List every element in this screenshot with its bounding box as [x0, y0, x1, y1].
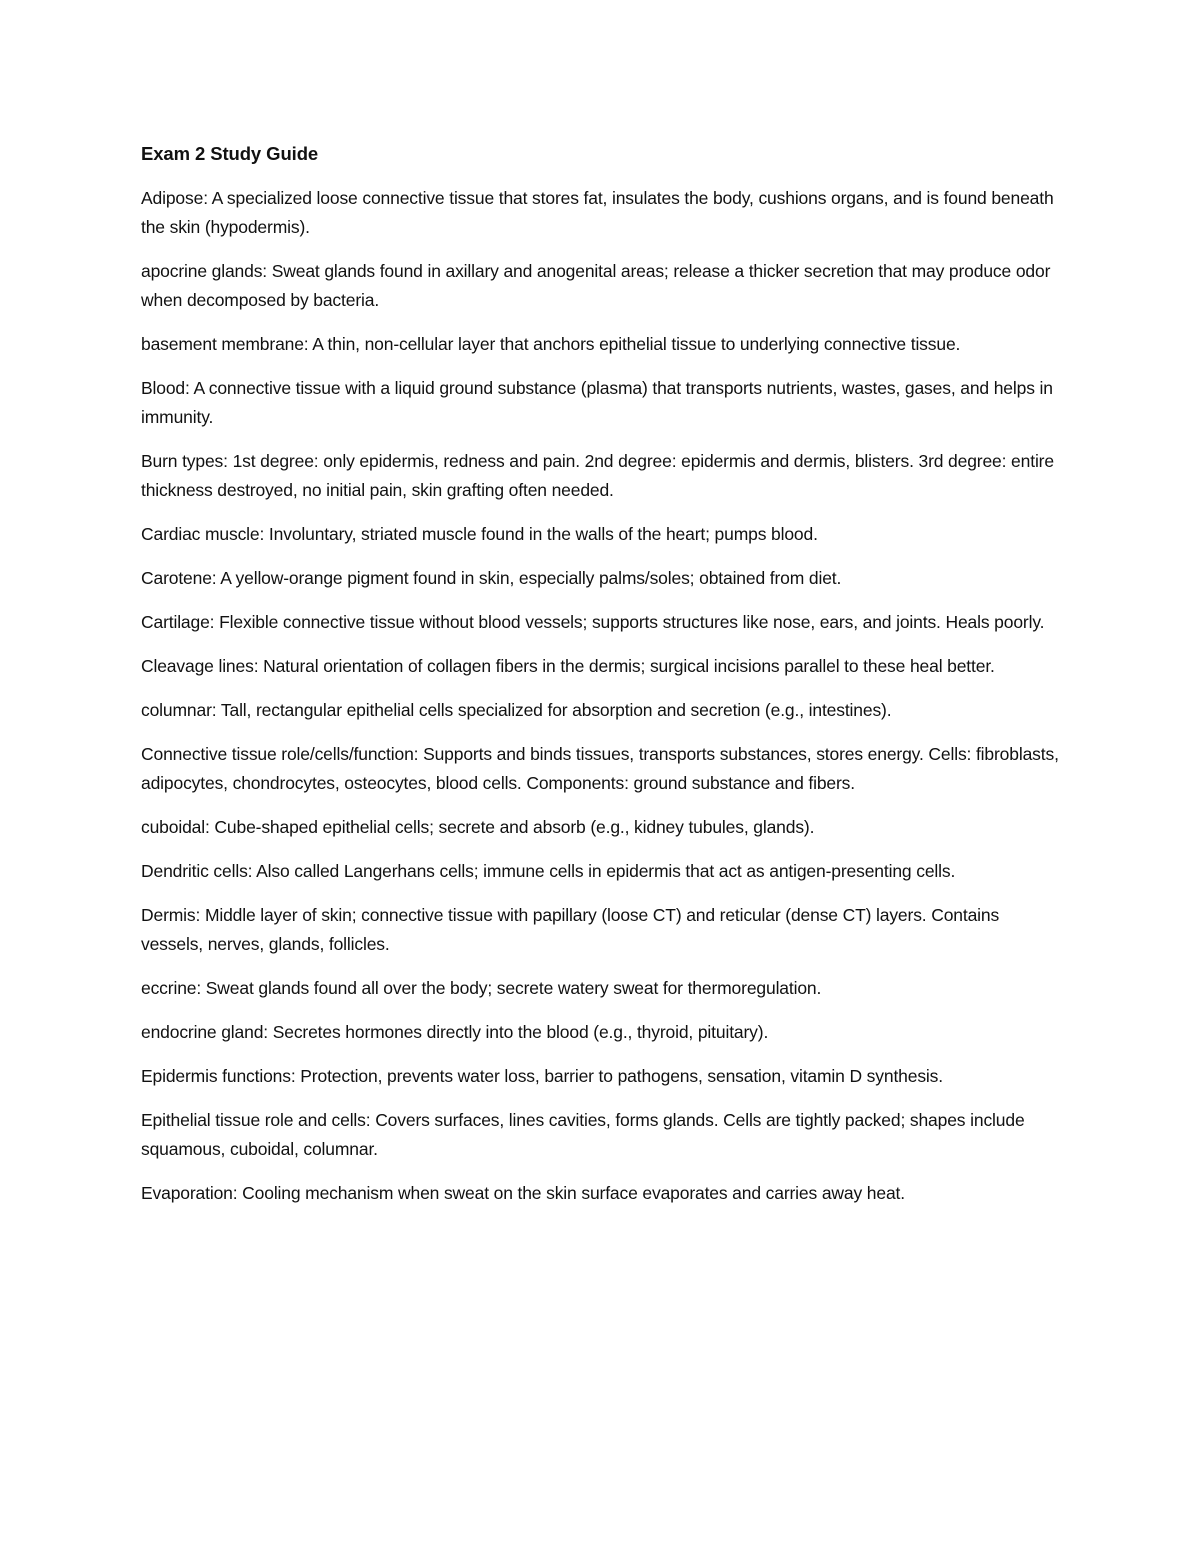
entry-cuboidal: cuboidal: Cube-shaped epithelial cells; secrete and absorb (e.g., kidney tubules, glands). — [141, 817, 815, 837]
entry-columnar: columnar: Tall, rectangular epithelial cells specialized for absorption and secretion (e.g., intestines). — [141, 700, 892, 720]
entry-cleavage-lines: Cleavage lines: Natural orientation of collagen fibers in the dermis; surgical incisions parallel to these heal better. — [141, 656, 995, 676]
entry-evaporation: Evaporation: Cooling mechanism when sweat on the skin surface evaporates and carries away heat. — [141, 1183, 905, 1203]
entry-epidermis-functions: Epidermis functions: Protection, prevents water loss, barrier to pathogens, sensation, vitamin D synthesis. — [141, 1066, 943, 1086]
entry-adipose: Adipose: A specialized loose connective tissue that stores fat, insulates the body, cushions organs, and is found beneath the skin (hypodermis). — [141, 188, 1054, 237]
entry-eccrine: eccrine: Sweat glands found all over the body; secrete watery sweat for thermoregulation. — [141, 978, 822, 998]
document-title: Exam 2 Study Guide — [141, 143, 319, 164]
entry-cardiac-muscle: Cardiac muscle: Involuntary, striated muscle found in the walls of the heart; pumps blood. — [141, 524, 818, 544]
entry-apocrine-glands: apocrine glands: Sweat glands found in axillary and anogenital areas; release a thicker secretion that may produce odor when decomposed by bacteria. — [141, 261, 1051, 310]
entry-endocrine-gland: endocrine gland: Secretes hormones directly into the blood (e.g., thyroid, pituitary). — [141, 1022, 769, 1042]
entry-dermis: Dermis: Middle layer of skin; connective tissue with papillary (loose CT) and reticular (dense CT) layers. Contains vessels, nerves, glands, follicles. — [141, 905, 1000, 954]
entry-blood: Blood: A connective tissue with a liquid ground substance (plasma) that transports nutrients, wastes, gases, and helps in immunity. — [141, 378, 1053, 427]
document-page — [141, 140, 1061, 1223]
entry-burn-types: Burn types: 1st degree: only epidermis, redness and pain. 2nd degree: epidermis and dermis, blisters. 3rd degree: entire thickness destroyed, no initial pain, skin grafting often needed. — [141, 451, 1054, 500]
entry-carotene: Carotene: A yellow-orange pigment found in skin, especially palms/soles; obtained from diet. — [141, 568, 842, 588]
entry-basement-membrane: basement membrane: A thin, non-cellular layer that anchors epithelial tissue to underlying connective tissue. — [141, 334, 961, 354]
entry-cartilage: Cartilage: Flexible connective tissue without blood vessels; supports structures like nose, ears, and joints. Heals poorly. — [141, 612, 1045, 632]
entry-epithelial-tissue: Epithelial tissue role and cells: Covers surfaces, lines cavities, forms glands. Cells are tightly packed; shapes include squamous, cuboidal, columnar. — [141, 1110, 1025, 1159]
entry-connective-tissue: Connective tissue role/cells/function: Supports and binds tissues, transports substances, stores energy. Cells: fibroblasts, adipocytes, chondrocytes, osteocytes, blood cells. Components: ground substance and fibers. — [141, 744, 1059, 793]
entry-dendritic-cells: Dendritic cells: Also called Langerhans cells; immune cells in epidermis that act as antigen-presenting cells. — [141, 861, 956, 881]
